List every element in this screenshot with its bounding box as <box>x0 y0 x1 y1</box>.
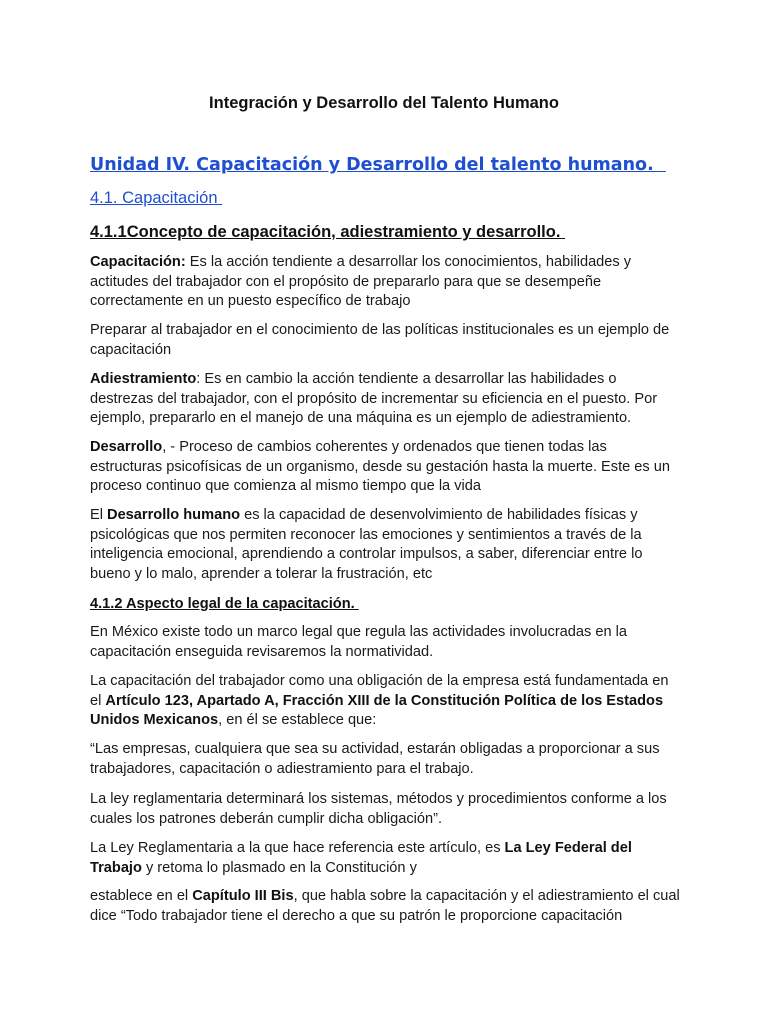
term-desarrollo-humano: Desarrollo humano <box>107 507 241 523</box>
paragraph-text: y retoma lo plasmado en la Constitución y <box>141 859 417 876</box>
paragraph-text: , - Proceso de cambios coherentes y ordenados que tienen todas las estructuras psicofísicas de un organismo, desde su gestación hasta la muerte. Este es un proceso continuo que comienza al mismo tiempo que la vida <box>90 439 671 494</box>
term-desarrollo: Desarrollo <box>90 439 163 455</box>
paragraph-text: El <box>90 507 108 523</box>
paragraph-text: establece en el <box>90 888 193 904</box>
paragraph-ley-federal <box>90 839 682 878</box>
paragraph-cita-ley: La ley reglamentaria determinará los sistemas, métodos y procedimientos conforme a los cuales los patrones deberán cumplir dicha obligación”. <box>90 791 667 827</box>
paragraph-desarrollo-humano <box>90 506 682 584</box>
paragraph-text: La capacitación del trabajador como una obligación de la empresa está fundamentada en el <box>90 673 669 709</box>
paragraph-text: Es la acción tendiente a desarrollar los conocimientos, habilidades y actitudes del trabajador con el propósito de prepararlo para que se desempeñe correctamente en un puesto específico de trabajo <box>90 254 632 309</box>
paragraph-text: , en él se establece que: <box>218 712 377 728</box>
paragraph-desarrollo <box>90 438 682 497</box>
document-title: Integración y Desarrollo del Talento Humano <box>209 94 559 112</box>
term-capitulo-iii-bis: Capítulo III Bis <box>192 888 294 904</box>
paragraph-capacitacion <box>90 253 682 312</box>
paragraph-articulo-123 <box>90 672 682 731</box>
term-ley-federal: La Ley Federal del Trabajo <box>90 840 632 876</box>
unit-heading-link[interactable]: Unidad IV. Capacitación y Desarrollo del talento humano. <box>90 155 666 175</box>
paragraph-ejemplo-capacitacion: Preparar al trabajador en el conocimiento de las políticas institucionales es un ejemplo de capacitación <box>90 322 670 358</box>
paragraph-text: es la capacidad de desenvolvimiento de habilidades físicas y psicológicas que nos permiten reconocer las emociones y sentimientos a través de la inteligencia emocional, aprendiendo a controlar impulsos, a saber, diferenciar entre lo bueno y lo malo, aprender a tolerar la frustración, etc <box>90 507 643 582</box>
subsection2-heading: 4.1.2 Aspecto legal de la capacitación. <box>90 596 359 612</box>
term-adiestramiento: Adiestramiento <box>90 371 197 387</box>
section-heading-link[interactable]: 4.1. Capacitación <box>90 189 223 207</box>
paragraph-text: , que habla sobre la capacitación y el adiestramiento el cual dice “Todo trabajador tiene el derecho a que su patrón le proporcione capacitación <box>90 888 680 924</box>
term-articulo-123: Artículo 123, Apartado A, Fracción XIII de la Constitución Política de los Estados Unidos Mexicanos <box>90 692 664 728</box>
subsection-heading: 4.1.1Concepto de capacitación, adiestramiento y desarrollo. <box>90 223 565 241</box>
paragraph-cita-empresas: “Las empresas, cualquiera que sea su actividad, estarán obligadas a proporcionar a sus trabajadores, capacitación o adiestramiento para el trabajo. <box>90 741 660 777</box>
paragraph-text: : Es en cambio la acción tendiente a desarrollar las habilidades o destrezas del trabajador, con el propósito de incrementar su eficiencia en el puesto. Por ejemplo, prepararlo en el manejo de una máquina es un ejemplo de adiestramiento. <box>90 371 658 426</box>
paragraph-marco-legal: En México existe todo un marco legal que regula las actividades involucradas en la capacitación enseguida revisaremos la normatividad. <box>90 624 628 660</box>
paragraph-capitulo-iii-bis <box>90 887 682 926</box>
term-capacitacion: Capacitación: <box>90 254 186 270</box>
paragraph-text: La Ley Reglamentaria a la que hace referencia este artículo, es <box>90 840 505 856</box>
paragraph-adiestramiento <box>90 370 682 429</box>
